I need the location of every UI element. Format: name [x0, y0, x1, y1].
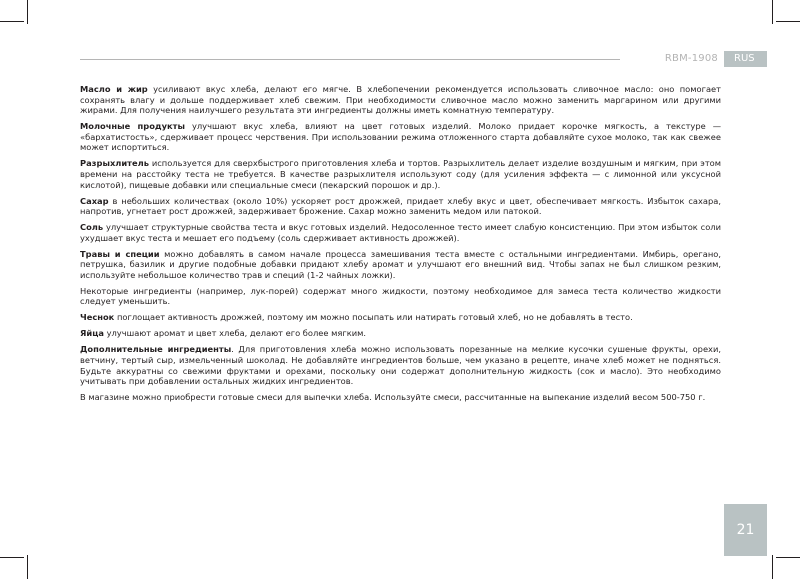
- paragraph: [80, 222, 721, 243]
- paragraph: [80, 328, 721, 339]
- crop-mark: [772, 0, 773, 24]
- paragraph: [80, 84, 721, 116]
- crop-mark: [27, 555, 28, 579]
- paragraph-term: Сахар: [80, 195, 109, 206]
- paragraph-text: . Для приготовления хлеба можно использовать порезанные на мелкие кусочки сушеные фрукты, орехи, ветчину, тертый сыр, измельченный шоколад. Не добавляйте ингредиентов больше, чем указано в рецепте, иначе хлеб может не подняться. Будьте аккуратны со свежими фруктами и орехами, поскольку они содержат дополнительную жидкость (сок и масло). Это необходимо учитывать при добавлении остальных жидких ингредиентов.: [80, 344, 721, 387]
- crop-mark: [27, 0, 28, 24]
- language-tab: RUS: [724, 51, 767, 67]
- crop-mark: [0, 21, 24, 22]
- paragraph: [80, 249, 721, 281]
- crop-mark: [772, 555, 773, 579]
- paragraph-term: Яйца: [80, 328, 104, 339]
- paragraph-text: улучшают аромат и цвет хлеба, делают его более мягким.: [103, 328, 367, 339]
- paragraph-text: В магазине можно приобрести готовые смеси для выпечки хлеба. Используйте смеси, рассчитанные на выпекание изделий весом 500-750 г.: [80, 392, 706, 403]
- paragraph-text: Некоторые ингредиенты (например, лук-порей) содержат много жидкости, поэтому необходимое для замеса теста количество жидкости следует уменьшить.: [80, 285, 721, 307]
- paragraph-text: улучшает структурные свойства теста и вкус готовых изделий. Недосоленное тесто имеет слабую консистенцию. При этом избыток соли ухудшает вкус теста и мешает его подъему (соль сдерживает активность дрожжей).: [80, 222, 721, 243]
- paragraph: [80, 392, 721, 403]
- paragraph-term: Травы и специи: [80, 248, 160, 259]
- crop-mark: [776, 21, 800, 22]
- paragraph-term: Масло и жир: [80, 84, 148, 94]
- crop-mark: [776, 557, 800, 558]
- paragraph-text: улучшают вкус хлеба, влияют на цвет готовых изделий. Молоко придает корочке мягкость, а текстуре — «бархатистость», сдерживает процесс черствения. При использовании режима отложенного старта добавляйте сухое молоко, так как свежее может испортиться.: [80, 121, 721, 153]
- paragraph: [80, 158, 721, 190]
- page-number: 21: [724, 504, 767, 556]
- paragraph: [80, 121, 721, 153]
- paragraph: [80, 196, 721, 217]
- paragraph-text: используется для сверхбыстрого приготовления хлеба и тортов. Разрыхлитель делает изделие воздушным и мягким, при этом времени на расстойку теста не требуется. В качестве разрыхлителя используют соду (для усиления эффекта — с лимонной или уксусной кислотой), пищевые добавки или специальные смеси (пекарский порошок и др.).: [80, 158, 721, 190]
- body-text: [80, 84, 721, 408]
- model-label: RBM-1908: [620, 52, 724, 66]
- paragraph-text: поглощает активность дрожжей, поэтому им можно посыпать или натирать готовый хлеб, но не добавлять в тесто.: [114, 312, 633, 323]
- paragraph-term: Чеснок: [80, 312, 115, 323]
- paragraph-term: Соль: [80, 222, 104, 233]
- paragraph-text: можно добавлять в самом начале процесса замешивания теста вместе с остальными ингредиентами. Имбирь, орегано, петрушка, базилик и другие подобные добавки придают хлебу аромат и улучшают его внешний вид. Чтобы запах не был слишком резким, используйте небольшое количество трав и специй (1-2 чайных ложки).: [80, 248, 721, 280]
- paragraph-text: в небольших количествах (около 10%) ускоряет рост дрожжей, придает хлебу вкус и цвет, обеспечивает мягкость. Избыток сахара, напротив, угнетает рост дрожжей, задерживает брожение. Сахар можно заменить медом или патокой.: [80, 195, 721, 217]
- paragraph-text: усиливают вкус хлеба, делают его мягче. В хлебопечении рекомендуется использовать сливочное масло: оно помогает сохранять влагу и дольше поддерживает хлеб свежим. При необходимости сливочное масло можно заменить маргарином или другими жирами. Для получения наилучшего результата эти ингредиенты должны иметь комнатную температуру.: [80, 84, 721, 116]
- paragraph: [80, 344, 721, 386]
- crop-mark: [0, 557, 24, 558]
- paragraph-term: Дополнительные ингредиенты: [80, 344, 232, 355]
- paragraph-term: Разрыхлитель: [80, 158, 149, 169]
- paragraph: [80, 312, 721, 323]
- paragraph-term: Молочные продукты: [80, 121, 185, 132]
- paragraph: [80, 286, 721, 307]
